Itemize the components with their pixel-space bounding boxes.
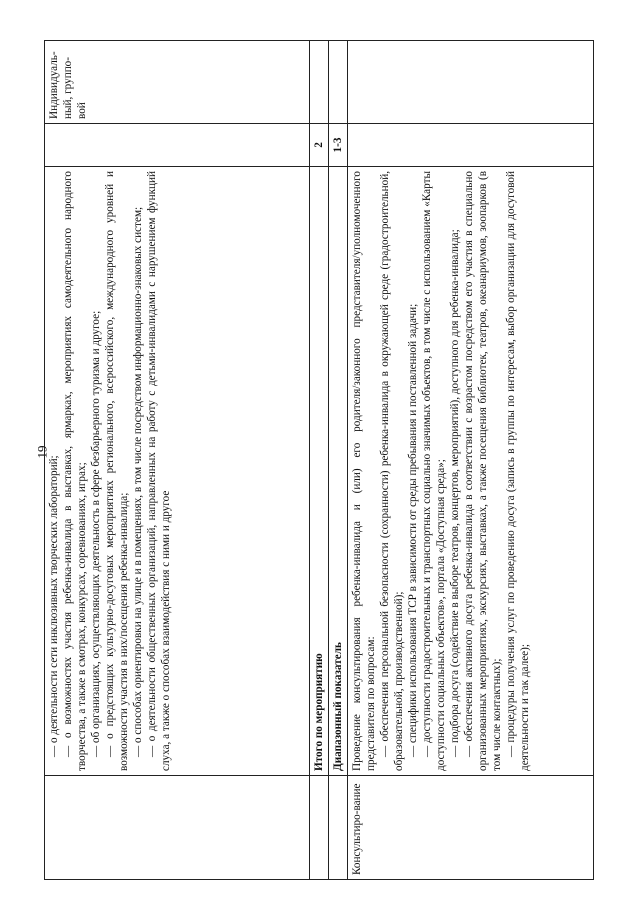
empty-cell (329, 776, 348, 880)
list-item: — подбора досуга (содействие в выборе театров, концертов, мероприятий), доступного для ребенка-инвалида; (449, 229, 461, 757)
services-table (44, 40, 594, 880)
table-row (45, 41, 310, 880)
list-item: — обеспечения активного досуга ребенка-инвалида в соответствии с возрастом посредством его участия в специально организованных мероприятиях, экскурсиях, выставках, а также посещения библиотек, театров, океанариумов, зоопарков (в том числе контактных); (463, 171, 503, 771)
range-value: 1-3 (329, 124, 348, 167)
info-topics-cell (45, 167, 310, 776)
list-item: — о предстоящих культурно-досуговых мероприятиях регионального, всероссийского, международного уровней и возможности участия в них/посещения ребенка-инвалида; (104, 171, 130, 771)
list-item: — обеспечения персональной безопасности (сохранности) ребенка-инвалида в окружающей среде (градостроительной, образовательной, производственной); (379, 171, 405, 771)
rotated-table-page (44, 40, 594, 880)
list-item: — о деятельности общественных организаций, направленных на работу с детьми-инвалидами с нарушением функций слуха, а также о способах взаимодействия с ними и другое (146, 171, 172, 771)
form-cell: Индивидуаль-ный, группо-вой (45, 41, 310, 124)
total-value: 2 (310, 124, 329, 167)
table-row (348, 41, 594, 880)
consulting-topics-cell (348, 167, 594, 776)
list-item: — процедуры получения услуг по проведению досуга (запись в группы по интересам, выбор организации для досуговой деятельности и так далее); (505, 171, 531, 771)
form-cell-empty (348, 41, 594, 124)
list-item: — об организациях, осуществляющих деятельность в сфере безбарьерного туризма и другое; (90, 310, 102, 757)
empty-cell (310, 776, 329, 880)
list-item: — доступности градостроительных и транспортных социально значимых объектов, в том числе с использованием «Карты доступности социальных объектов», портала «Доступная среда»; (421, 171, 447, 771)
count-cell-empty (45, 124, 310, 167)
intro-text: Проведение консультирования ребенка-инвалида и (или) его родителя/законного представителя/уполномоченного представителя по вопросам: (351, 171, 377, 771)
list-item: — о способах ориентировки на улице и в помещениях, в том числе посредством информационно-знаковых систем; (132, 206, 144, 757)
count-cell-empty (348, 124, 594, 167)
total-label: Итого по мероприятию (310, 167, 329, 776)
page-number: 19 (34, 445, 50, 459)
table-row (310, 41, 329, 880)
empty-cell (329, 41, 348, 124)
empty-cell (310, 41, 329, 124)
table-row (329, 41, 348, 880)
list-item: — о возможностях участия ребенка-инвалида в выставках, ярмарках, мероприятиях самодеятельного народного творчества, а также в смотрах, конкурсах, соревнованиях, играх; (62, 171, 88, 771)
list-item: — специфики использования ТСР в зависимости от среды пребывания и поставленной задачи; (407, 303, 419, 757)
service-name: Консультиро-вание (348, 776, 594, 880)
service-name-cell-empty (45, 776, 310, 880)
list-item: — о деятельности сети инклюзивных творческих лабораторий; (48, 455, 60, 757)
range-label: Диапазонный показатель (329, 167, 348, 776)
